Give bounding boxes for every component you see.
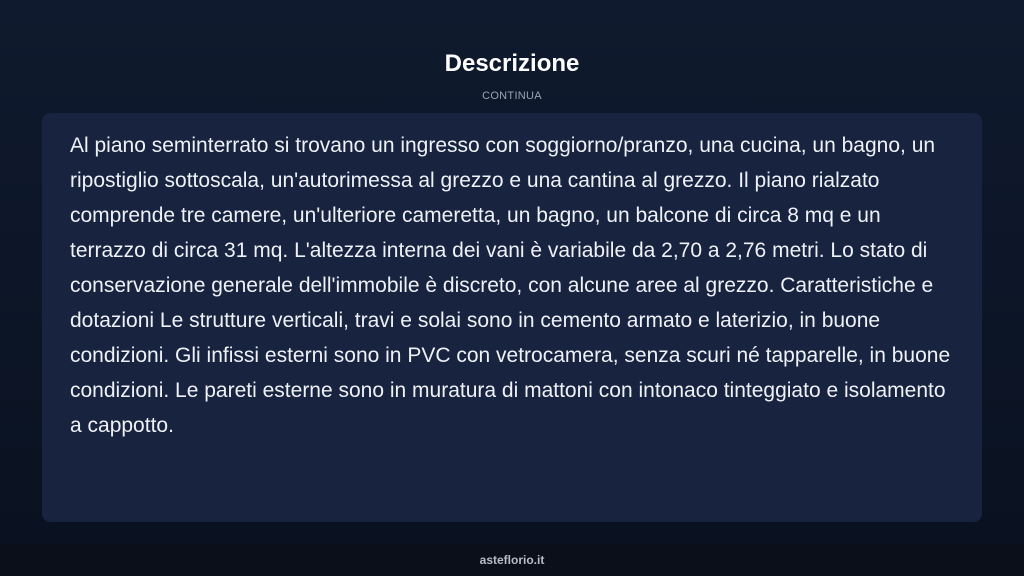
footer-bar — [0, 544, 1024, 576]
footer-site-name: asteflorio.it — [479, 553, 545, 567]
page-header — [0, 48, 1024, 103]
page-title: Descrizione — [444, 50, 580, 77]
description-text: Al piano seminterrato si trovano un ingresso con soggiorno/pranzo, una cucina, un bagno, un ripostiglio sottoscala, un'autorimessa al grezzo e una cantina al grezzo. Il piano rialzato comprende tre camere, un'ulteriore cameretta, un bagno, un balcone di circa 8 mq e un terrazzo di circa 31 mq. L'altezza interna dei vani è variabile da 2,70 a 2,76 metri. Lo stato di conservazione generale dell'immobile è discreto, con alcune aree al grezzo. Caratteristiche e dotazioni Le strutture verticali, travi e solai sono in cemento armato e laterizio, in buone condizioni. Gli infissi esterni sono in PVC con vetrocamera, senza scuri né tapparelle, in buone condizioni. Le pareti esterne sono in muratura di mattoni con intonaco tinteggiato e isolamento a cappotto. — [70, 134, 951, 437]
description-card — [42, 113, 982, 522]
continue-label: CONTINUA — [482, 90, 542, 102]
